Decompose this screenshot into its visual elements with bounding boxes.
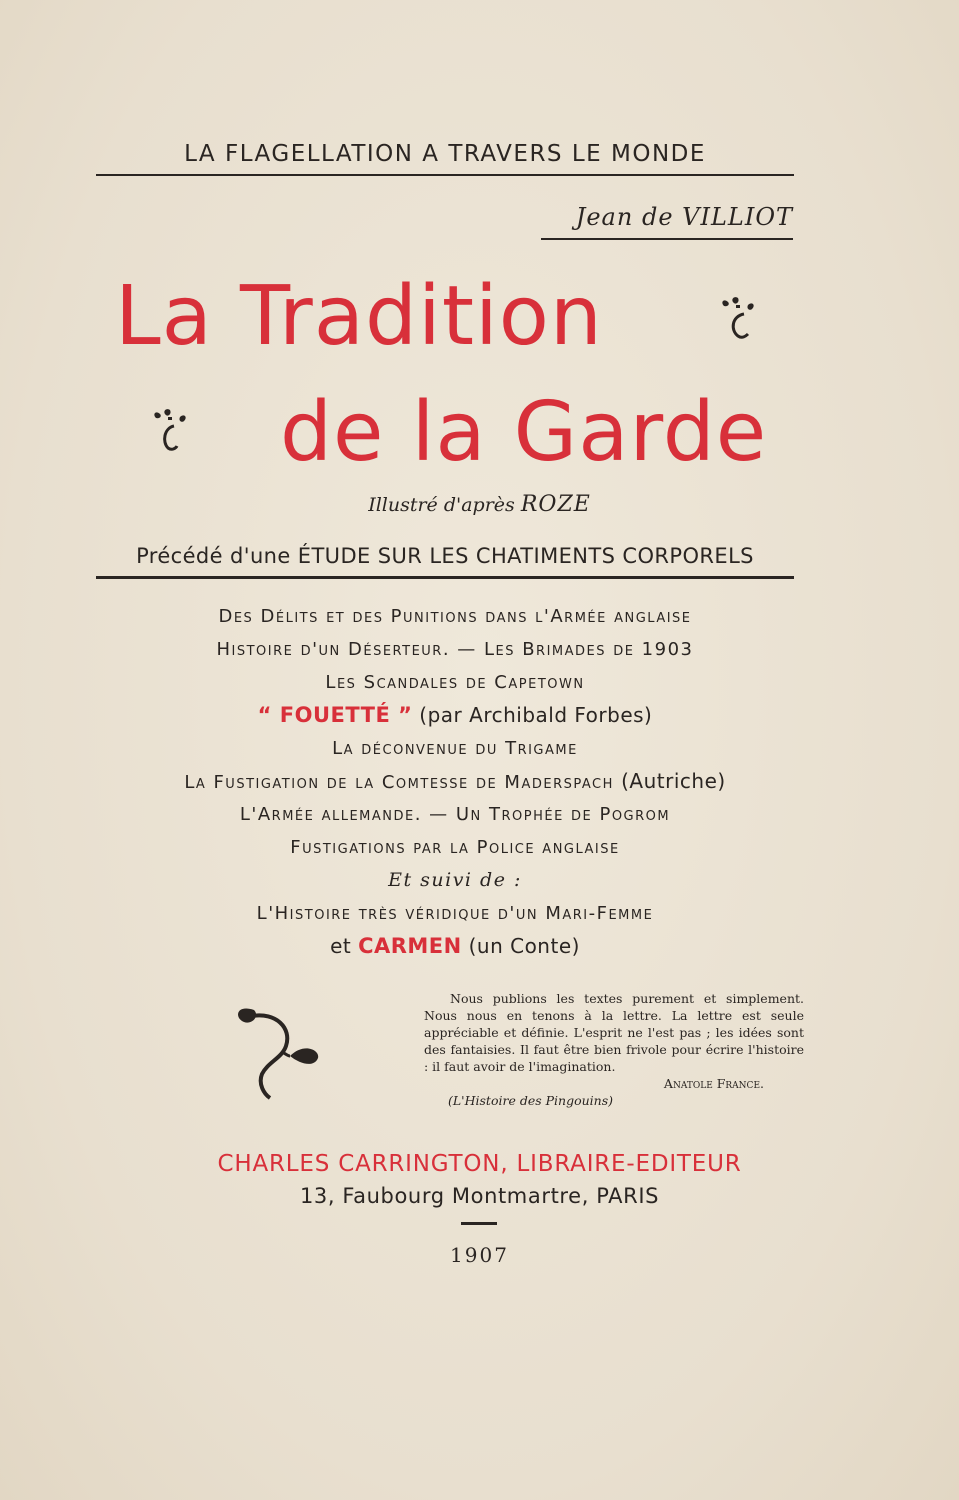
divider — [461, 1222, 497, 1225]
quote-text: Nous publions les textes purement et simplement. Nous nous en tenons à la lettre. La lettre est seule appréciable et définie. L'esprit ne l'est pas ; les idées sont des fantaisies. Il faut être bien frivole pour écrire l'histoire : il faut avoir de l'imagination. — [424, 991, 804, 1074]
contents-line — [60, 930, 850, 963]
illustrated-prefix: Illustré d'après — [368, 494, 515, 516]
contents-list — [60, 600, 850, 963]
contents-line: Et suivi de : — [388, 869, 522, 891]
epigraph-quote — [424, 990, 804, 1109]
contents-line — [60, 699, 850, 732]
fouette-credit: (par Archibald Forbes) — [419, 703, 653, 727]
fouette-title: “ FOUETTÉ ” — [257, 703, 413, 727]
illustrator-credit — [0, 490, 959, 520]
contents-line: Des Délits et des Punitions dans l'Armée anglaise — [218, 606, 692, 627]
title-line-1: La Tradition — [115, 269, 603, 364]
quote-source: (L'Histoire des Pingouins) — [448, 1093, 613, 1108]
contents-line: Les Scandales de Capetown — [325, 672, 585, 693]
leaf-ornament-icon — [150, 408, 194, 458]
illustrator-name: ROZE — [520, 492, 591, 517]
carmen-subtitle: (un Conte) — [468, 934, 580, 958]
carmen-title: CARMEN — [358, 934, 462, 958]
publisher-address: 13, Faubourg Montmartre, PARIS — [299, 1184, 660, 1208]
quote-attribution: Anatole France. — [663, 1076, 764, 1091]
carmen-prefix: et — [330, 934, 352, 958]
contents-line: La déconvenue du Trigame — [332, 738, 578, 759]
title-line-2: de la Garde — [280, 385, 768, 480]
contents-line: L'Histoire très véridique d'un Mari-Femme — [256, 903, 654, 924]
contents-line: Histoire d'un Déserteur. — Les Brimades de 1903 — [216, 639, 694, 660]
author-name: Jean de VILLIOT — [541, 196, 793, 240]
contents-line-text: La Fustigation de la Comtesse de Maderspach — [184, 772, 614, 793]
vine-ornament-icon — [232, 998, 328, 1102]
contents-line — [60, 765, 850, 798]
contents-line-country: (Autriche) — [621, 769, 726, 793]
contents-line: Fustigations par la Police anglaise — [290, 837, 620, 858]
series-title: LA FLAGELLATION A TRAVERS LE MONDE — [96, 134, 794, 176]
publication-year: 1907 — [450, 1243, 509, 1267]
contents-line: L'Armée allemande. — Un Trophée de Pogrom — [239, 804, 671, 825]
publisher-name: CHARLES CARRINGTON, LIBRAIRE-EDITEUR — [217, 1151, 742, 1177]
preceded-by: Précédé d'une ÉTUDE SUR LES CHATIMENTS CORPORELS — [96, 536, 794, 579]
leaf-ornament-icon — [718, 296, 762, 346]
